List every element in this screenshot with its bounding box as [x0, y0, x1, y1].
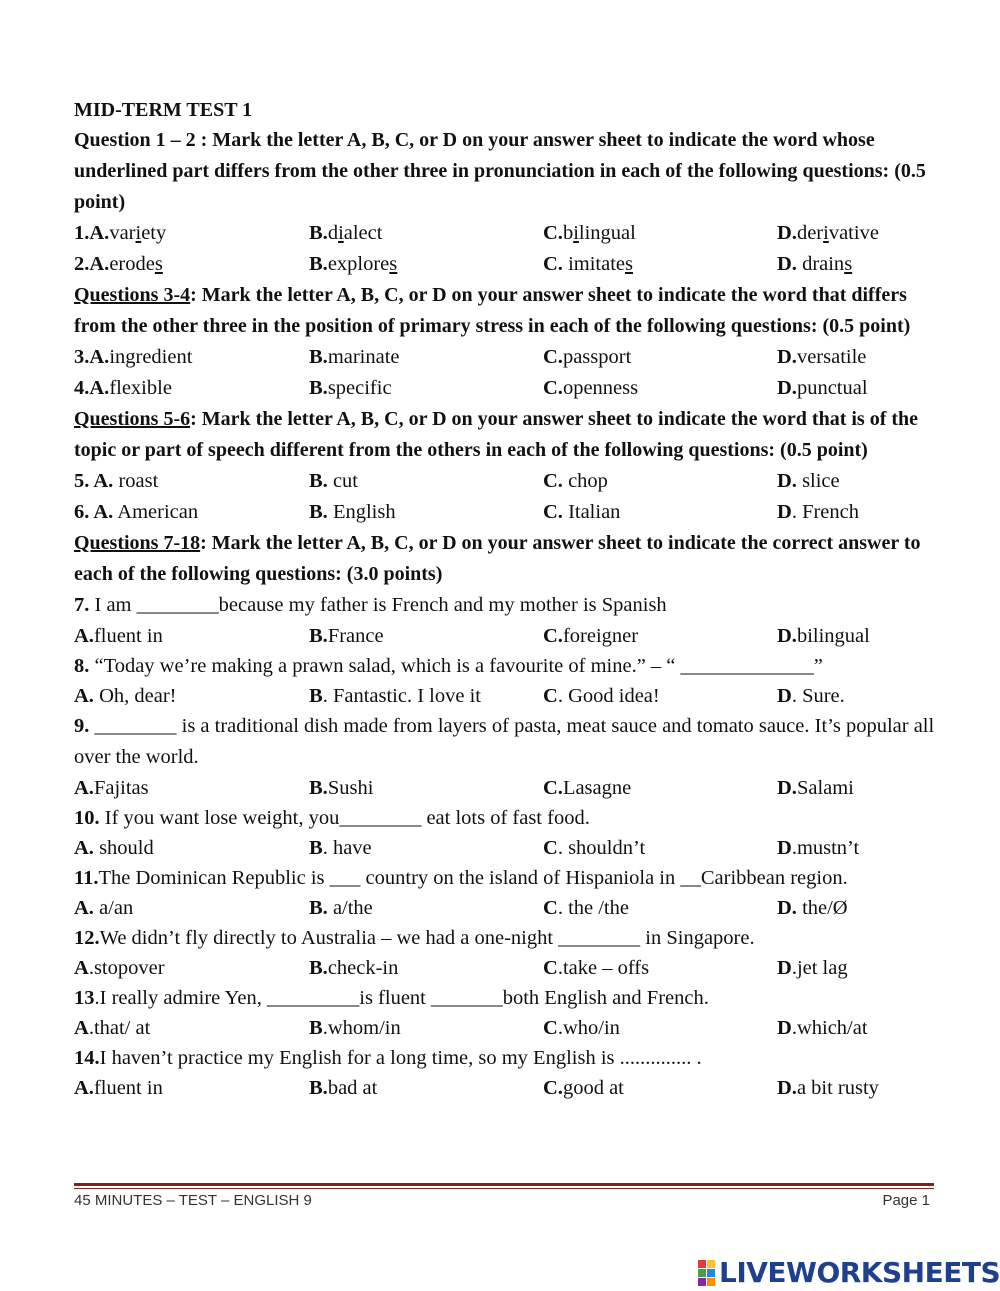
section-2-instructions: Questions 3-4: Mark the letter A, B, C, or D on your answer sheet to indicate the word that differs from the other three in the position of primary stress in each of the following questions: (0.5 point) [74, 284, 911, 337]
q2-option-b[interactable]: B.explores [309, 253, 398, 275]
q9-option-b[interactable]: B.Sushi [309, 777, 374, 799]
q8-option-b[interactable]: B. Fantastic. I love it [309, 685, 481, 707]
q11-option-a[interactable]: A. a/an [74, 897, 134, 919]
liveworksheets-logo[interactable] [698, 1256, 1000, 1289]
page-title: MID-TERM TEST 1 [74, 99, 253, 121]
question-3-options [74, 342, 944, 373]
q4-option-d[interactable]: D.punctual [777, 377, 868, 399]
question-5-options [74, 466, 944, 497]
q11-option-b[interactable]: B. a/the [309, 897, 373, 919]
question-4-options [74, 373, 944, 404]
question-10-stem: 10. If you want lose weight, you________ eat lots of fast food. [74, 807, 590, 829]
q12-option-a[interactable]: A.stopover [74, 957, 165, 979]
question-11-options [74, 893, 944, 923]
logo-blocks-icon [698, 1260, 715, 1286]
q6-option-b[interactable]: B. English [309, 501, 396, 523]
q3-option-b[interactable]: B.marinate [309, 346, 400, 368]
q5-option-a[interactable]: 5. A. roast [74, 470, 159, 492]
question-12-stem: 12.We didn’t fly directly to Australia – we had a one-night ________ in Singapore. [74, 927, 755, 949]
question-8-options [74, 681, 944, 711]
question-9-stem: 9. ________ is a traditional dish made from layers of pasta, meat sauce and tomato sauce. It’s popular all over the world. [74, 715, 935, 768]
question-7-options [74, 621, 944, 651]
q1-option-c[interactable]: C.bilingual [543, 222, 636, 244]
logo-block [698, 1269, 706, 1277]
q10-option-c[interactable]: C. shouldn’t [543, 837, 646, 859]
q13-option-b[interactable]: B.whom/in [309, 1017, 401, 1039]
question-11-stem: 11.The Dominican Republic is ___ country on the island of Hispaniola in __Caribbean region. [74, 867, 848, 889]
question-7-stem: 7. I am ________because my father is French and my mother is Spanish [74, 594, 667, 616]
test-page [74, 95, 944, 1103]
q6-option-d[interactable]: D. French [777, 501, 859, 523]
q1-option-d[interactable]: D.derivative [777, 222, 879, 244]
question-14-options [74, 1073, 944, 1103]
q2-option-d[interactable]: D. drains [777, 253, 853, 275]
q6-option-a[interactable]: 6. A. American [74, 501, 199, 523]
q9-option-d[interactable]: D.Salami [777, 777, 854, 799]
q3-option-a[interactable]: 3.A.ingredient [74, 346, 193, 368]
q12-option-d[interactable]: D.jet lag [777, 957, 848, 979]
q13-option-a[interactable]: A.that/ at [74, 1017, 151, 1039]
section-3-instructions: Questions 5-6: Mark the letter A, B, C, or D on your answer sheet to indicate the word that is of the topic or part of speech different from the others in each of the following questions: (0.5 point) [74, 408, 919, 461]
q2-option-a[interactable]: 2.A.erodes [74, 253, 163, 275]
q10-option-a[interactable]: A. should [74, 837, 154, 859]
q7-option-b[interactable]: B.France [309, 625, 384, 647]
q8-option-a[interactable]: A. Oh, dear! [74, 685, 177, 707]
footer-page-number: Page 1 [882, 1192, 930, 1209]
q5-option-c[interactable]: C. chop [543, 470, 608, 492]
q11-option-c[interactable]: C. the /the [543, 897, 629, 919]
q14-option-b[interactable]: B.bad at [309, 1077, 378, 1099]
question-1-options [74, 218, 944, 249]
q3-option-c[interactable]: C.passport [543, 346, 632, 368]
q4-option-b[interactable]: B.specific [309, 377, 392, 399]
q14-option-d[interactable]: D.a bit rusty [777, 1077, 879, 1099]
q4-option-a[interactable]: 4.A.flexible [74, 377, 172, 399]
question-13-options [74, 1013, 944, 1043]
q13-option-d[interactable]: D.which/at [777, 1017, 868, 1039]
logo-block [698, 1260, 706, 1268]
q1-option-b[interactable]: B.dialect [309, 222, 383, 244]
q14-option-a[interactable]: A.fluent in [74, 1077, 163, 1099]
q9-option-c[interactable]: C.Lasagne [543, 777, 632, 799]
section-1-instructions: Question 1 – 2 : Mark the letter A, B, C, or D on your answer sheet to indicate the word whose underlined part differs from the other three in pronunciation in each of the following questions: (0.5 point) [74, 129, 926, 213]
question-8-stem: 8. “Today we’re making a prawn salad, which is a favourite of mine.” – “ _____________” [74, 655, 823, 677]
q5-option-b[interactable]: B. cut [309, 470, 358, 492]
logo-block [698, 1278, 706, 1286]
q13-option-c[interactable]: C.who/in [543, 1017, 620, 1039]
footer-divider-thin [74, 1188, 934, 1189]
logo-block [707, 1278, 715, 1286]
q3-option-d[interactable]: D.versatile [777, 346, 867, 368]
question-10-options [74, 833, 944, 863]
q8-option-d[interactable]: D. Sure. [777, 685, 845, 707]
logo-block [707, 1269, 715, 1277]
q8-option-c[interactable]: C. Good idea! [543, 685, 660, 707]
q10-option-b[interactable]: B. have [309, 837, 372, 859]
section-4-instructions: Questions 7-18: Mark the letter A, B, C, or D on your answer sheet to indicate the correct answer to each of the following questions: (3.0 points) [74, 532, 921, 585]
q12-option-c[interactable]: C.take – offs [543, 957, 650, 979]
question-6-options [74, 497, 944, 528]
q2-option-c[interactable]: C. imitates [543, 253, 633, 275]
q14-option-c[interactable]: C.good at [543, 1077, 624, 1099]
q9-option-a[interactable]: A.Fajitas [74, 777, 149, 799]
q7-option-d[interactable]: D.bilingual [777, 625, 870, 647]
q11-option-d[interactable]: D. the/Ø [777, 897, 848, 919]
question-12-options [74, 953, 944, 983]
q6-option-c[interactable]: C. Italian [543, 501, 621, 523]
q4-option-c[interactable]: C.openness [543, 377, 639, 399]
q7-option-c[interactable]: C.foreigner [543, 625, 639, 647]
q7-option-a[interactable]: A.fluent in [74, 625, 163, 647]
question-13-stem: 13.I really admire Yen, _________is fluent _______both English and French. [74, 987, 709, 1009]
q5-option-d[interactable]: D. slice [777, 470, 840, 492]
footer-divider-thick [74, 1183, 934, 1186]
q12-option-b[interactable]: B.check-in [309, 957, 399, 979]
logo-block [707, 1260, 715, 1268]
question-2-options [74, 249, 944, 280]
q10-option-d[interactable]: D.mustn’t [777, 837, 860, 859]
q1-option-a[interactable]: 1.A.variety [74, 222, 167, 244]
footer-test-info: 45 MINUTES – TEST – ENGLISH 9 [74, 1192, 312, 1209]
question-9-options [74, 773, 944, 803]
question-14-stem: 14.I haven’t practice my English for a long time, so my English is .............. . [74, 1047, 702, 1069]
logo-text: LIVEWORKSHEETS [719, 1256, 1000, 1289]
